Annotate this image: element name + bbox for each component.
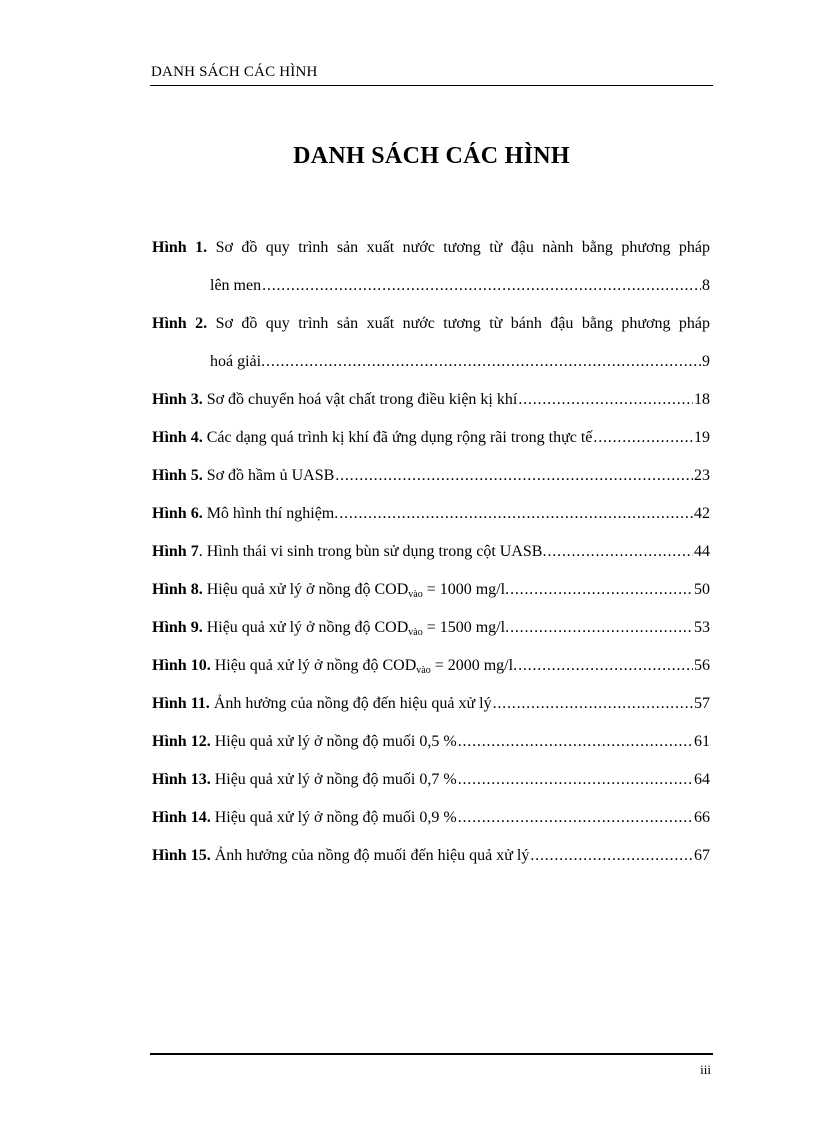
- toc-entry[interactable]: [152, 728, 710, 766]
- figure-caption: Hiệu quả xử lý ở nồng độ COD: [214, 657, 417, 674]
- page-number: 50: [694, 581, 710, 598]
- figure-label: Hình 5.: [152, 467, 203, 484]
- figure-caption: Hiệu quả xử lý ở nồng độ muối 0,5 %: [214, 733, 457, 750]
- dot-leader: [593, 424, 693, 451]
- dot-leader: [458, 804, 693, 831]
- subscript: vào: [408, 589, 423, 600]
- dot-leader: [518, 386, 693, 413]
- figure-label: Hình 8.: [152, 581, 203, 598]
- page-number: 18: [694, 391, 710, 408]
- figure-label: Hình 13.: [152, 771, 211, 788]
- figure-label: Hình 11.: [152, 695, 210, 712]
- subscript: vào: [408, 627, 423, 638]
- dot-leader: [339, 500, 693, 527]
- page-number: 19: [694, 429, 710, 446]
- dot-leader: [335, 462, 693, 489]
- dot-leader: [547, 538, 693, 565]
- toc-entry[interactable]: [152, 652, 710, 690]
- toc-entry[interactable]: [152, 614, 710, 652]
- dot-leader: [262, 272, 701, 299]
- figure-label: Hình 7: [152, 543, 199, 560]
- page-number: 42: [694, 505, 710, 522]
- toc-entry[interactable]: [152, 538, 710, 576]
- toc-entry[interactable]: [152, 842, 710, 880]
- page-number: 9: [702, 353, 710, 370]
- figure-caption: Các dạng quá trình kị khí đã ứng dụng rộng rãi trong thực tế: [206, 429, 593, 446]
- figure-label: Hình 6.: [152, 505, 203, 522]
- footer-divider: [150, 1053, 713, 1055]
- figure-caption: Ảnh hưởng của nồng độ muối đến hiệu quả xử lý: [214, 847, 530, 864]
- toc-entry[interactable]: [152, 766, 710, 804]
- figure-caption-continued: lên men: [210, 277, 262, 294]
- figure-caption: Sơ đồ hầm ủ UASB: [206, 467, 335, 484]
- dot-leader: [458, 728, 693, 755]
- figure-label: Hình 2.: [152, 315, 208, 332]
- page-number: 67: [694, 847, 710, 864]
- toc-entry[interactable]: [152, 500, 710, 538]
- figure-label: Hình 9.: [152, 619, 203, 636]
- figure-caption: Sơ đồ quy trình sản xuất nước tương từ bánh đậu bằng phương pháp: [215, 315, 711, 332]
- figure-label: Hình 4.: [152, 429, 203, 446]
- dot-leader: [518, 652, 693, 679]
- dot-leader: [458, 766, 693, 793]
- toc-entry[interactable]: [152, 804, 710, 842]
- figure-caption-tail: = 1000 mg/l.: [422, 581, 510, 598]
- figure-caption: Ảnh hưởng của nồng độ đến hiệu quả xử lý: [213, 695, 492, 712]
- figure-label: Hình 12.: [152, 733, 211, 750]
- figure-caption-tail: = 1500 mg/l.: [422, 619, 510, 636]
- page-number: 61: [694, 733, 710, 750]
- running-header: DANH SÁCH CÁC HÌNH: [151, 64, 318, 80]
- figure-caption: Sơ đồ quy trình sản xuất nước tương từ đậu nành bằng phương pháp: [215, 239, 711, 256]
- toc-entry[interactable]: [152, 462, 710, 500]
- toc-entry[interactable]: [152, 234, 710, 310]
- figure-label: Hình 15.: [152, 847, 211, 864]
- figure-list: [152, 234, 710, 880]
- page-title: DANH SÁCH CÁC HÌNH: [293, 143, 570, 169]
- page-number: 8: [702, 277, 710, 294]
- dot-leader: [493, 690, 693, 717]
- dot-leader: [510, 614, 693, 641]
- toc-entry[interactable]: [152, 576, 710, 614]
- figure-label: Hình 14.: [152, 809, 211, 826]
- figure-caption: Hiệu quả xử lý ở nồng độ muối 0,7 %: [214, 771, 457, 788]
- figure-label: Hình 10.: [152, 657, 211, 674]
- toc-entry[interactable]: [152, 424, 710, 462]
- toc-entry[interactable]: [152, 690, 710, 728]
- page-number: 56: [694, 657, 710, 674]
- dot-leader: [266, 348, 701, 375]
- page-number: 44: [694, 543, 710, 560]
- subscript: vào: [416, 665, 431, 676]
- page-number: 57: [694, 695, 710, 712]
- figure-caption: . Hình thái vi sinh trong bùn sử dụng trong cột UASB.: [198, 543, 547, 560]
- footer-page-number: iii: [700, 1062, 711, 1077]
- figure-label: Hình 1.: [152, 239, 208, 256]
- header-divider: [150, 85, 713, 86]
- toc-entry[interactable]: [152, 386, 710, 424]
- page-number: 53: [694, 619, 710, 636]
- page-number: 66: [694, 809, 710, 826]
- figure-caption: Mô hình thí nghiệm.: [206, 505, 339, 522]
- figure-caption-tail: = 2000 mg/l.: [430, 657, 518, 674]
- figure-caption: Hiệu quả xử lý ở nồng độ COD: [206, 619, 409, 636]
- page-number: 64: [694, 771, 710, 788]
- figure-caption: Hiệu quả xử lý ở nồng độ muối 0,9 %: [214, 809, 457, 826]
- figure-caption: Hiệu quả xử lý ở nồng độ COD: [206, 581, 409, 598]
- toc-entry[interactable]: [152, 310, 710, 386]
- figure-caption: Sơ đồ chuyển hoá vật chất trong điều kiện kị khí: [206, 391, 518, 408]
- dot-leader: [510, 576, 693, 603]
- figure-label: Hình 3.: [152, 391, 203, 408]
- dot-leader: [530, 842, 693, 869]
- page-number: 23: [694, 467, 710, 484]
- figure-caption-continued: hoá giải.: [210, 353, 266, 370]
